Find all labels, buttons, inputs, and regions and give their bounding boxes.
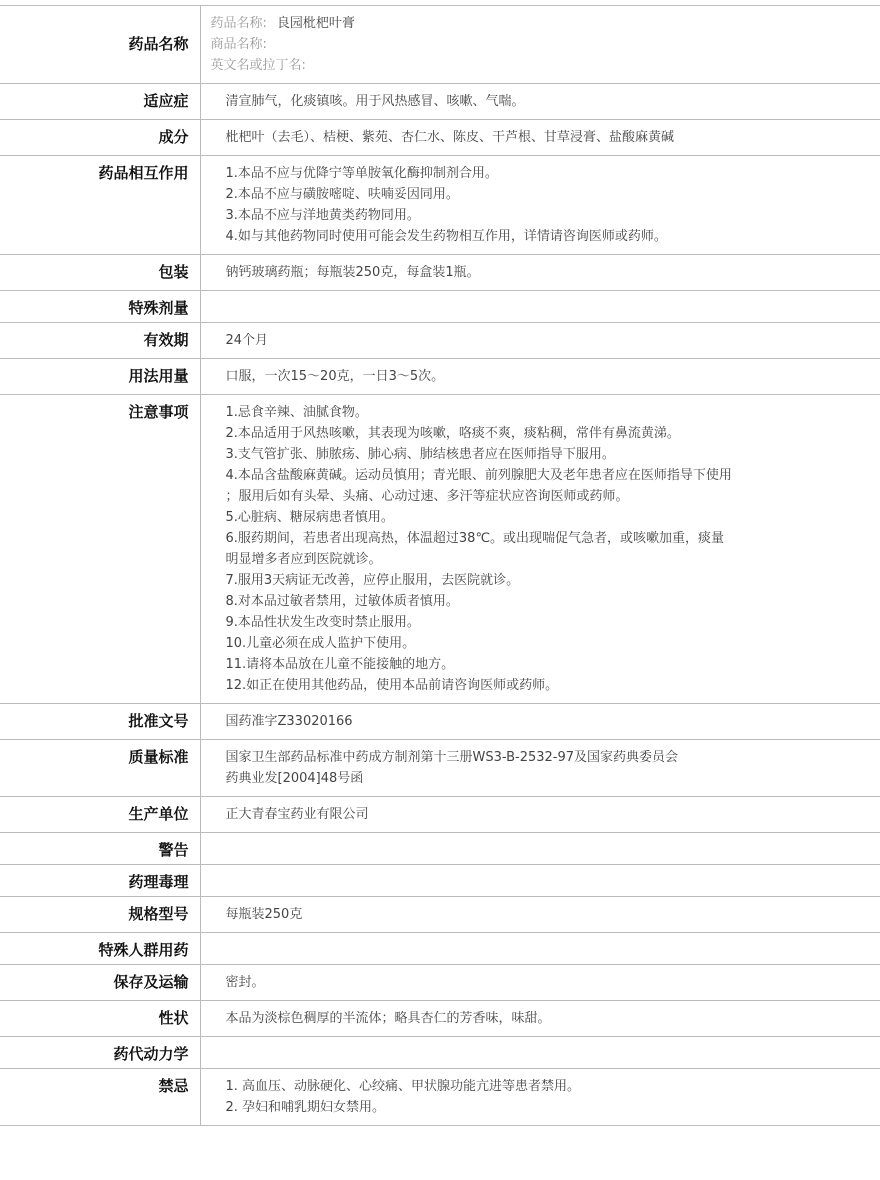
value-line: 9.本品性状发生改变时禁止服用。 bbox=[225, 615, 420, 630]
row-label: 药理毒理 bbox=[0, 865, 200, 897]
info-row bbox=[0, 865, 880, 897]
row-label: 药品名称 bbox=[0, 6, 200, 84]
drug-info-rows bbox=[0, 6, 880, 1126]
info-row bbox=[0, 359, 880, 395]
row-value bbox=[200, 255, 880, 291]
row-label: 特殊剂量 bbox=[0, 291, 200, 323]
info-row bbox=[0, 897, 880, 933]
row-value bbox=[200, 291, 880, 323]
info-row bbox=[0, 1037, 880, 1069]
value-line: 5.心脏病、糖尿病患者慎用。 bbox=[225, 510, 394, 525]
row-value bbox=[200, 740, 880, 797]
value-line: 10.儿童必须在成人监护下使用。 bbox=[225, 636, 416, 651]
value-line: 12.如正在使用其他药品，使用本品前请咨询医师或药师。 bbox=[225, 678, 559, 693]
value-line: 4.如与其他药物同时使用可能会发生药物相互作用，详情请咨询医师或药师。 bbox=[225, 229, 667, 244]
value-line: 国家卫生部药品标准中药成方制剂第十三册WS3-B-2532-97及国家药典委员会 bbox=[225, 750, 679, 765]
row-value bbox=[200, 120, 880, 156]
info-row bbox=[0, 1069, 880, 1126]
info-row bbox=[0, 120, 880, 156]
value-line: 3.本品不应与洋地黄类药物同用。 bbox=[225, 208, 420, 223]
row-label: 质量标准 bbox=[0, 740, 200, 797]
info-row bbox=[0, 323, 880, 359]
info-row bbox=[0, 740, 880, 797]
row-value bbox=[200, 897, 880, 933]
generic-name-line bbox=[211, 13, 871, 34]
value-line: 2.本品不应与磺胺嘧啶、呋喃妥因同用。 bbox=[225, 187, 459, 202]
info-row bbox=[0, 704, 880, 740]
info-row bbox=[0, 1001, 880, 1037]
trade-name-label: 商品名称: bbox=[210, 37, 267, 52]
row-label: 注意事项 bbox=[0, 395, 200, 704]
value-line: 钠钙玻璃药瓶；每瓶装250克，每盒装1瓶。 bbox=[225, 265, 480, 280]
row-value bbox=[200, 323, 880, 359]
row-label: 特殊人群用药 bbox=[0, 933, 200, 965]
row-label: 规格型号 bbox=[0, 897, 200, 933]
row-value bbox=[200, 1001, 880, 1037]
english-name-label: 英文名或拉丁名: bbox=[210, 58, 306, 73]
value-line: 枇杷叶（去毛）、桔梗、紫苑、杏仁水、陈皮、干芦根、甘草浸膏、盐酸麻黄碱 bbox=[225, 130, 675, 145]
row-value bbox=[200, 395, 880, 704]
row-label: 性状 bbox=[0, 1001, 200, 1037]
row-label: 有效期 bbox=[0, 323, 200, 359]
value-line: 1. 高血压、动脉硬化、心绞痛、甲状腺功能亢进等患者禁用。 bbox=[225, 1079, 581, 1094]
row-label: 警告 bbox=[0, 833, 200, 865]
value-line: 密封。 bbox=[225, 975, 265, 990]
value-line: 2.本品适用于风热咳嗽，其表现为咳嗽，咯痰不爽，痰粘稠，常伴有鼻流黄涕。 bbox=[225, 426, 680, 441]
row-label: 包装 bbox=[0, 255, 200, 291]
row-label: 禁忌 bbox=[0, 1069, 200, 1126]
generic-name-value: 良园枇杷叶膏 bbox=[276, 16, 355, 31]
value-line: 明显增多者应到医院就诊。 bbox=[225, 552, 382, 567]
info-row bbox=[0, 84, 880, 120]
value-line: 1.忌食辛辣、油腻食物。 bbox=[225, 405, 368, 420]
info-row bbox=[0, 833, 880, 865]
info-row bbox=[0, 395, 880, 704]
value-line: 口服，一次15～20克，一日3～5次。 bbox=[225, 369, 445, 384]
drug-name-cell bbox=[200, 6, 880, 84]
value-line: 3.支气管扩张、肺脓疡、肺心病、肺结核患者应在医师指导下服用。 bbox=[225, 447, 615, 462]
row-value bbox=[200, 704, 880, 740]
value-line: 11.请将本品放在儿童不能接触的地方。 bbox=[225, 657, 455, 672]
row-label: 药品相互作用 bbox=[0, 156, 200, 255]
row-value bbox=[200, 833, 880, 865]
value-line: 正大青春宝药业有限公司 bbox=[225, 807, 369, 822]
row-value bbox=[200, 1037, 880, 1069]
value-line: 清宣肺气，化痰镇咳。用于风热感冒、咳嗽、气喘。 bbox=[225, 94, 525, 109]
value-line: 每瓶装250克 bbox=[225, 907, 303, 922]
row-value bbox=[200, 797, 880, 833]
value-line: 4.本品含盐酸麻黄碱。运动员慎用；青光眼、前列腺肥大及老年患者应在医师指导下使用 bbox=[225, 468, 732, 483]
row-value bbox=[200, 933, 880, 965]
row-value bbox=[200, 359, 880, 395]
row-label: 保存及运输 bbox=[0, 965, 200, 1001]
row-value bbox=[200, 865, 880, 897]
row-value bbox=[200, 84, 880, 120]
value-line: 药典业发[2004]48号函 bbox=[225, 771, 364, 786]
value-line: 2. 孕妇和哺乳期妇女禁用。 bbox=[225, 1100, 386, 1115]
value-line: 8.对本品过敏者禁用，过敏体质者慎用。 bbox=[225, 594, 459, 609]
drug-info-table bbox=[0, 5, 880, 1126]
row-value bbox=[200, 156, 880, 255]
row-value bbox=[200, 1069, 880, 1126]
info-row bbox=[0, 255, 880, 291]
info-row bbox=[0, 933, 880, 965]
row-label: 适应症 bbox=[0, 84, 200, 120]
info-row bbox=[0, 291, 880, 323]
info-row bbox=[0, 156, 880, 255]
row-label: 生产单位 bbox=[0, 797, 200, 833]
value-line: 24个月 bbox=[225, 333, 269, 348]
value-line: 国药准字Z33020166 bbox=[225, 714, 353, 729]
row-label: 药代动力学 bbox=[0, 1037, 200, 1069]
row-drug-name bbox=[0, 6, 880, 84]
drug-info-sheet bbox=[0, 5, 880, 1126]
row-label: 批准文号 bbox=[0, 704, 200, 740]
row-label: 用法用量 bbox=[0, 359, 200, 395]
value-line: 本品为淡棕色稠厚的半流体；略具杏仁的芳香味，味甜。 bbox=[225, 1011, 551, 1026]
value-line: ；服用后如有头晕、头痛、心动过速、多汗等症状应咨询医师或药师。 bbox=[225, 489, 629, 504]
value-line: 6.服药期间，若患者出现高热，体温超过38℃。或出现喘促气急者，或咳嗽加重，痰量 bbox=[225, 531, 725, 546]
row-value bbox=[200, 965, 880, 1001]
info-row bbox=[0, 797, 880, 833]
row-label: 成分 bbox=[0, 120, 200, 156]
value-line: 7.服用3天病证无改善，应停止服用，去医院就诊。 bbox=[225, 573, 520, 588]
info-row bbox=[0, 965, 880, 1001]
value-line: 1.本品不应与优降宁等单胺氧化酶抑制剂合用。 bbox=[225, 166, 498, 181]
generic-name-label: 药品名称: bbox=[210, 16, 267, 31]
